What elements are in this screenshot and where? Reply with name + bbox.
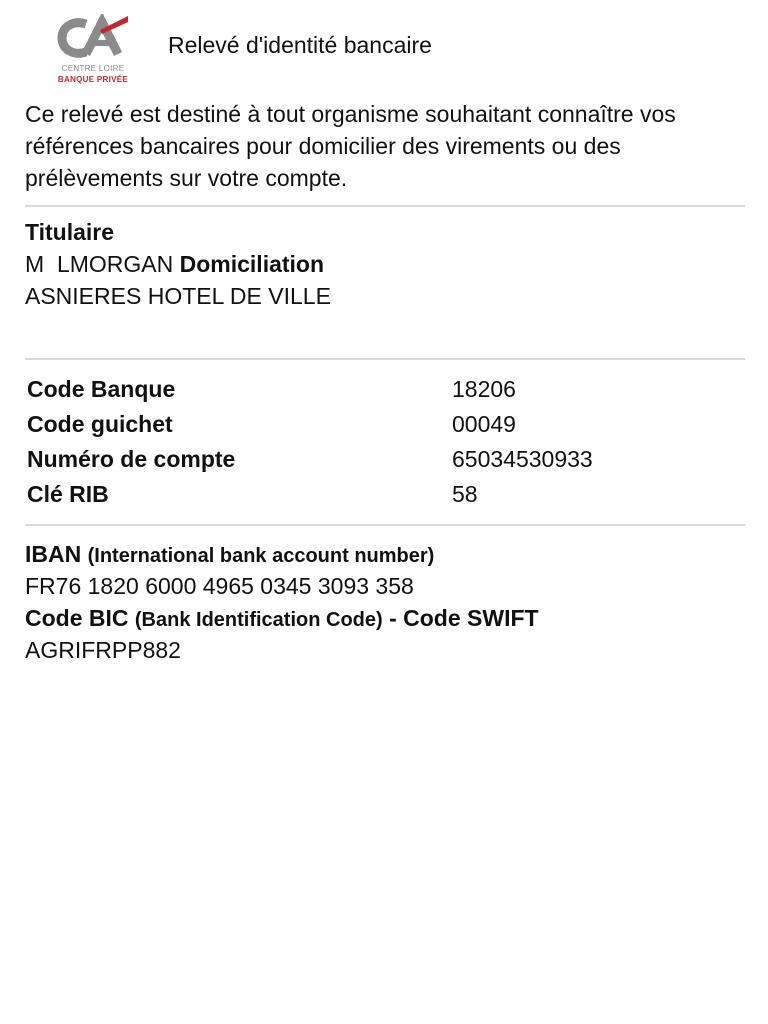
table-row (27, 372, 727, 407)
document-header (0, 0, 768, 92)
bic-value: AGRIFRPP882 (25, 637, 181, 663)
bic-label-detail: (Bank Identification Code) (134, 609, 383, 631)
table-row (27, 442, 727, 477)
iban-label: IBAN (25, 541, 82, 567)
table-row-label: Clé RIB (27, 481, 109, 507)
bic-label: Code BIC (25, 605, 129, 631)
divider (25, 205, 745, 207)
intro-paragraph: Ce relevé est destiné à tout organisme souhaitant connaître vos références bancaires pour domicilier des virements ou des prélèvements sur votre compte. (25, 101, 676, 191)
table-row-label: Numéro de compte (27, 446, 236, 472)
table-row-label: Code Banque (27, 376, 176, 402)
holder-name: M LMORGAN (25, 251, 174, 277)
table-row-value: 58 (452, 481, 478, 507)
table-row (27, 477, 727, 512)
domiciliation-value: ASNIERES HOTEL DE VILLE (25, 283, 331, 309)
document-title: Relevé d'identité bancaire (168, 32, 432, 58)
bank-logo (48, 14, 138, 88)
bic-label-line (25, 602, 539, 636)
iban-label-line (25, 538, 434, 572)
swift-label: - Code SWIFT (382, 605, 539, 631)
table-row-label: Code guichet (27, 411, 173, 437)
ca-logo-mark (56, 14, 130, 62)
logo-text-private-bank: BANQUE PRIVÉE (57, 75, 129, 84)
divider (25, 524, 745, 526)
holder-label: Titulaire (25, 219, 115, 245)
domiciliation-label: Domiciliation (179, 251, 325, 277)
table-row-value: 65034530933 (452, 446, 593, 472)
holder-line (25, 248, 324, 280)
iban-value: FR76 1820 6000 4965 0345 3093 358 (25, 573, 414, 599)
logo-text-region: CENTRE LOIRE (61, 64, 125, 73)
divider (25, 358, 745, 360)
table-row (27, 407, 727, 442)
table-row-value: 00049 (452, 411, 516, 437)
iban-label-detail: (International bank account number) (87, 545, 435, 567)
table-row-value: 18206 (452, 376, 516, 402)
